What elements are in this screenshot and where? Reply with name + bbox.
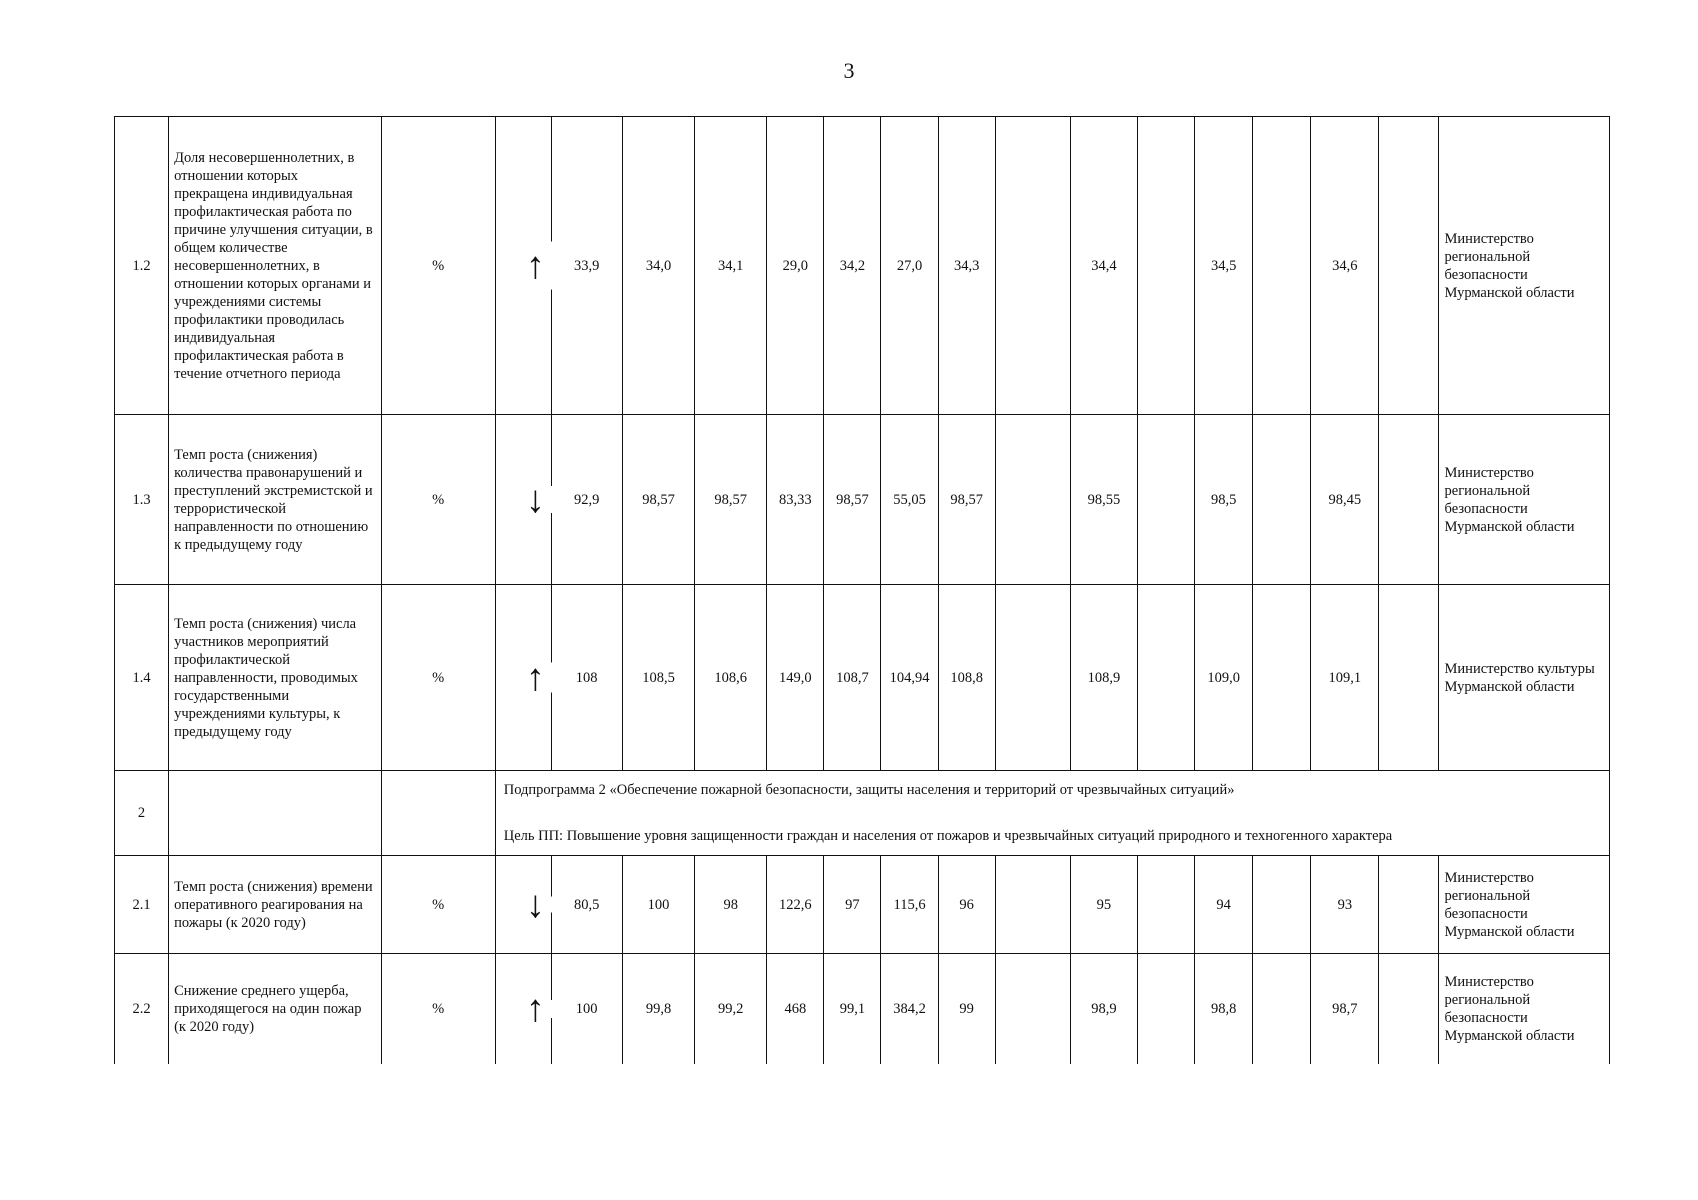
value-cell [1253, 415, 1311, 585]
up-arrow-icon: ↑ [495, 954, 551, 1064]
value-cell: 34,0 [622, 117, 694, 415]
up-arrow-icon: ↑ [495, 585, 551, 771]
value-cell [995, 415, 1070, 585]
value-cell: 104,94 [881, 585, 938, 771]
value-cell: 99,8 [622, 954, 694, 1064]
value-cell: 93 [1311, 856, 1379, 954]
row-number: 1.4 [115, 585, 169, 771]
value-cell: 109,0 [1195, 585, 1253, 771]
row-number: 2.2 [115, 954, 169, 1064]
up-arrow-icon: ↑ [495, 117, 551, 415]
value-cell: 98,8 [1195, 954, 1253, 1064]
value-cell [1137, 585, 1194, 771]
value-cell: 100 [622, 856, 694, 954]
value-cell [995, 585, 1070, 771]
value-cell [1137, 117, 1194, 415]
value-cell [1379, 415, 1438, 585]
value-cell [995, 856, 1070, 954]
value-cell: 98,5 [1195, 415, 1253, 585]
responsible-ministry: Министерство культуры Мурманской области [1438, 585, 1609, 771]
value-cell: 122,6 [767, 856, 824, 954]
value-cell: 108,7 [824, 585, 881, 771]
unit: % [381, 954, 495, 1064]
value-cell: 108,6 [695, 585, 767, 771]
value-cell: 108,9 [1070, 585, 1137, 771]
subprogram-title: Подпрограмма 2 «Обеспечение пожарной безопасности, защиты населения и территорий от чрезвычайных ситуаций» [503, 782, 1235, 798]
indicators-table [114, 116, 1610, 1064]
row-number: 1.2 [115, 117, 169, 415]
value-cell: 100 [551, 954, 622, 1064]
value-cell: 29,0 [767, 117, 824, 415]
value-cell: 83,33 [767, 415, 824, 585]
value-cell: 34,4 [1070, 117, 1137, 415]
row-number: 2.1 [115, 856, 169, 954]
value-cell [1253, 117, 1311, 415]
value-cell: 34,6 [1311, 117, 1379, 415]
value-cell: 96 [938, 856, 995, 954]
indicator-name: Снижение среднего ущерба, приходящегося на один пожар (к 2020 году) [169, 954, 381, 1064]
value-cell: 98,55 [1070, 415, 1137, 585]
responsible-ministry: Министерство региональной безопасности Мурманской области [1438, 954, 1609, 1064]
value-cell: 34,3 [938, 117, 995, 415]
unit: % [381, 415, 495, 585]
row-number: 1.3 [115, 415, 169, 585]
subprogram-cell [495, 771, 1609, 856]
value-cell [995, 954, 1070, 1064]
unit: % [381, 585, 495, 771]
value-cell: 108,5 [622, 585, 694, 771]
value-cell [1253, 585, 1311, 771]
table-row [115, 415, 1610, 585]
table-row [115, 856, 1610, 954]
indicator-name: Темп роста (снижения) времени оперативного реагирования на пожары (к 2020 году) [169, 856, 381, 954]
indicator-name: Темп роста (снижения) числа участников мероприятий профилактической направленности, проводимых государственными учреждениями культуры, к предыдущему году [169, 585, 381, 771]
empty-cell [169, 771, 381, 856]
value-cell: 98,57 [622, 415, 694, 585]
table-row [115, 585, 1610, 771]
value-cell: 98,45 [1311, 415, 1379, 585]
value-cell: 80,5 [551, 856, 622, 954]
value-cell: 95 [1070, 856, 1137, 954]
unit: % [381, 856, 495, 954]
unit: % [381, 117, 495, 415]
subprogram-goal: Цель ПП: Повышение уровня защищенности граждан и населения от пожаров и чрезвычайных ситуаций природного и техногенного характера [503, 828, 1393, 844]
value-cell [1379, 856, 1438, 954]
value-cell: 98,57 [695, 415, 767, 585]
value-cell: 98,57 [938, 415, 995, 585]
value-cell: 34,1 [695, 117, 767, 415]
indicator-name: Доля несовершеннолетних, в отношении которых прекращена индивидуальная профилактическая работа по причине улучшения ситуации, в общем количестве несовершеннолетних, в отношении которых органами и учреждениями системы профилактики проводилась индивидуальная профилактическая работа в течение отчетного периода [169, 117, 381, 415]
table-row [115, 954, 1610, 1064]
empty-cell [381, 771, 495, 856]
value-cell: 108 [551, 585, 622, 771]
responsible-ministry: Министерство региональной безопасности Мурманской области [1438, 856, 1609, 954]
value-cell: 468 [767, 954, 824, 1064]
value-cell: 98,7 [1311, 954, 1379, 1064]
table-row [115, 117, 1610, 415]
value-cell: 92,9 [551, 415, 622, 585]
responsible-ministry: Министерство региональной безопасности Мурманской области [1438, 415, 1609, 585]
value-cell [1379, 585, 1438, 771]
value-cell: 34,2 [824, 117, 881, 415]
value-cell: 149,0 [767, 585, 824, 771]
value-cell [1379, 117, 1438, 415]
responsible-ministry: Министерство региональной безопасности Мурманской области [1438, 117, 1609, 415]
value-cell: 98,9 [1070, 954, 1137, 1064]
value-cell: 27,0 [881, 117, 938, 415]
down-arrow-icon: ↓ [495, 856, 551, 954]
subprogram-row [115, 771, 1610, 856]
value-cell [1137, 856, 1194, 954]
value-cell: 33,9 [551, 117, 622, 415]
value-cell: 384,2 [881, 954, 938, 1064]
value-cell: 115,6 [881, 856, 938, 954]
value-cell [1137, 954, 1194, 1064]
value-cell [995, 117, 1070, 415]
value-cell: 99,1 [824, 954, 881, 1064]
down-arrow-icon: ↓ [495, 415, 551, 585]
value-cell: 99,2 [695, 954, 767, 1064]
value-cell [1379, 954, 1438, 1064]
value-cell: 98 [695, 856, 767, 954]
value-cell [1137, 415, 1194, 585]
value-cell: 94 [1195, 856, 1253, 954]
value-cell: 108,8 [938, 585, 995, 771]
indicator-name: Темп роста (снижения) количества правонарушений и преступлений экстремистской и террористической направленности по отношению к предыдущему году [169, 415, 381, 585]
value-cell [1253, 856, 1311, 954]
value-cell: 109,1 [1311, 585, 1379, 771]
value-cell: 99 [938, 954, 995, 1064]
value-cell: 98,57 [824, 415, 881, 585]
value-cell: 34,5 [1195, 117, 1253, 415]
value-cell: 97 [824, 856, 881, 954]
value-cell: 55,05 [881, 415, 938, 585]
row-number: 2 [115, 771, 169, 856]
value-cell [1253, 954, 1311, 1064]
page-number: 3 [843, 58, 855, 83]
